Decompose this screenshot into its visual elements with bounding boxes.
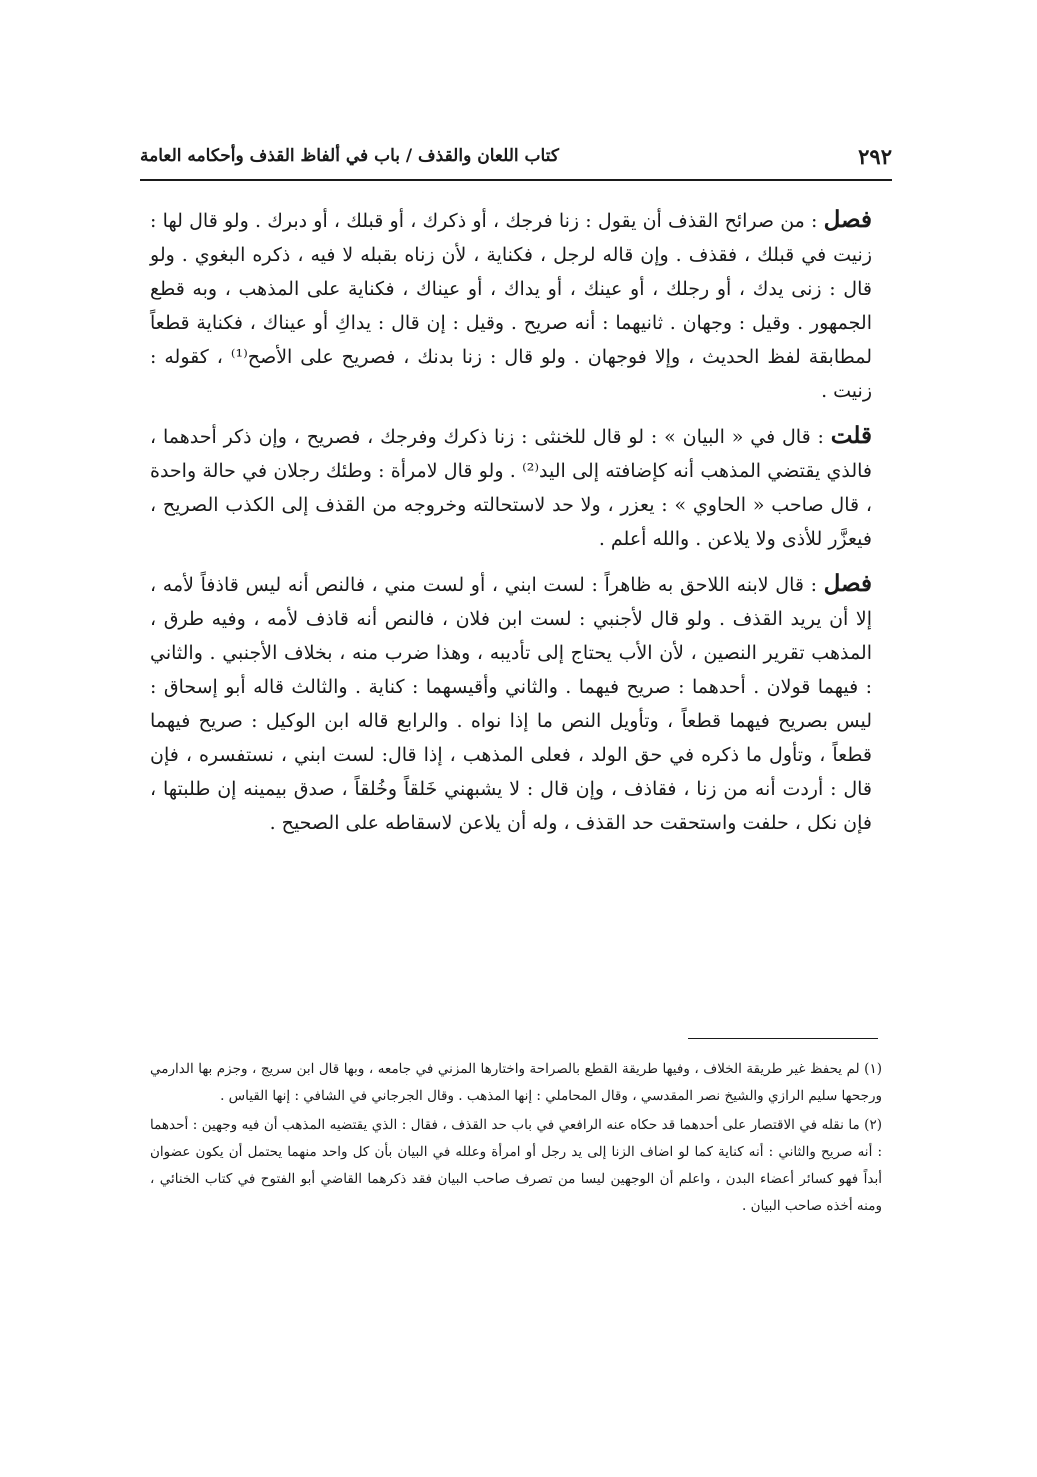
header-divider [140,179,892,181]
section-lead: فصل [823,206,872,233]
paragraph-2 [150,419,872,556]
footnote-text: لم يحفظ غير طريقة الخلاف ، وفيها طريقة القطع بالصراحة واختارها المزني في جامعه ، وبها قال ابن سريج ، وجزم بها الدارمي ورجحها سليم الرازي والشيخ نصر المقدسي ، وقال المحاملي : إنها المذهب . وقال الجرجاني في الشافي : إنها القياس . [150,1061,882,1104]
footnote-2 [150,1112,882,1220]
page-header [140,138,892,178]
section-lead: فصل [823,570,872,597]
main-text [150,203,872,851]
paragraph-3 [150,567,872,840]
footnotes [150,1056,882,1222]
footnote-marker: (٢) [864,1117,882,1133]
page-number: ٢٩٢ [858,144,892,169]
footnote-marker: (١) [864,1061,882,1077]
paragraph-text: : قال لابنه اللاحق به ظاهراً : لست ابني ، أو لست مني ، فالنص أنه ليس قاذفاً لأمه ، إلا أن يريد القذف . ولو قال لأجنبي : لست ابن فلان ، فالنص أنه قاذف لأمه ، وفيه طرق ، المذهب تقرير النصين ، لأن الأب يحتاج إلى تأديبه ، وهذا ضرب منه ، بخلاف الأجنبي . والثاني : فيهما قولان . أحدهما : صريح فيهما . والثاني وأقيسهما : كناية . والثالث قاله أبو إسحاق : ليس بصريح فيهما قطعاً ، وتأويل النص ما إذا نواه . والرابع قاله ابن الوكيل : صريح فيهما قطعاً ، وتأول ما ذكره في حق الولد ، فعلى المذهب ، إذا قال: لست ابني ، نستفسره ، فإن قال : أردت أنه من زنا ، فقاذف ، وإن قال : لا يشبهني خَلقاً وخُلقاً ، صدق بيمينه إن طلبتها ، فإن نكل ، حلفت واستحقت حد القذف ، وله أن يلاعن لاسقاطه على الصحيح . [150,574,872,834]
running-title: كتاب اللعان والقذف / باب في ألفاظ القذف وأحكامه العامة [140,146,559,166]
footnote-1 [150,1056,882,1110]
footnote-text: ما نقله في الاقتصار على أحدهما قد حكاه عنه الرافعي في باب حد القذف ، فقال : الذي يقتضيه المذهب أن فيه وجهين : أحدهما : أنه صريح والثاني : أنه كناية كما لو اضاف الزنا إلى يد رجل أو امرأة وعلله في البيان بأن كل واحد منهما يحتمل أن يكون عضوان أبداً فهو كسائر أعضاء البدن ، واعلم أن الوجهين ليسا من تصرف صاحب البيان فقد ذكرهما القاضي أبو الفتوح في كتاب الخنائي ، ومنه أخذه صاحب البيان . [150,1117,882,1214]
paragraph-1 [150,203,872,408]
section-lead: قلت [830,422,872,449]
footnote-divider [688,1038,878,1039]
paragraph-text: : من صرائح القذف أن يقول : زنا فرجك ، أو ذكرك ، أو قبلك ، أو دبرك . ولو قال لها : زنيت في قبلك ، فقذف . وإن قاله لرجل ، فكناية ، لأن زناه بقبله لا فيه ، ذكره البغوي . ولو قال : زنى يدك ، أو رجلك ، أو عينك ، أو يداك ، أو عيناك ، فكناية على المذهب ، وبه قطع الجمهور . وقيل : وجهان . ثانيهما : أنه صريح . وقيل : إن قال : يداكِ أو عيناك ، فكناية قطعاً لمطابقة لفظ الحديث ، وإلا فوجهان . ولو قال : زنا بدنك ، فصريح على الأصح⁽¹⁾ ، كقوله : زنيت . [150,210,872,402]
paragraph-text: : قال في « البيان » : لو قال للخنثى : زنا ذكرك وفرجك ، فصريح ، وإن ذكر أحدهما ، فالذي يقتضي المذهب أنه كإضافته إلى اليد⁽²⁾ . ولو قال لامرأة : وطئك رجلان في حالة واحدة ، قال صاحب « الحاوي » : يعزر ، ولا حد لاستحالته وخروجه من القذف إلى الكذب الصريح ، فيعزَّر للأذى ولا يلاعن . والله أعلم . [150,426,872,550]
